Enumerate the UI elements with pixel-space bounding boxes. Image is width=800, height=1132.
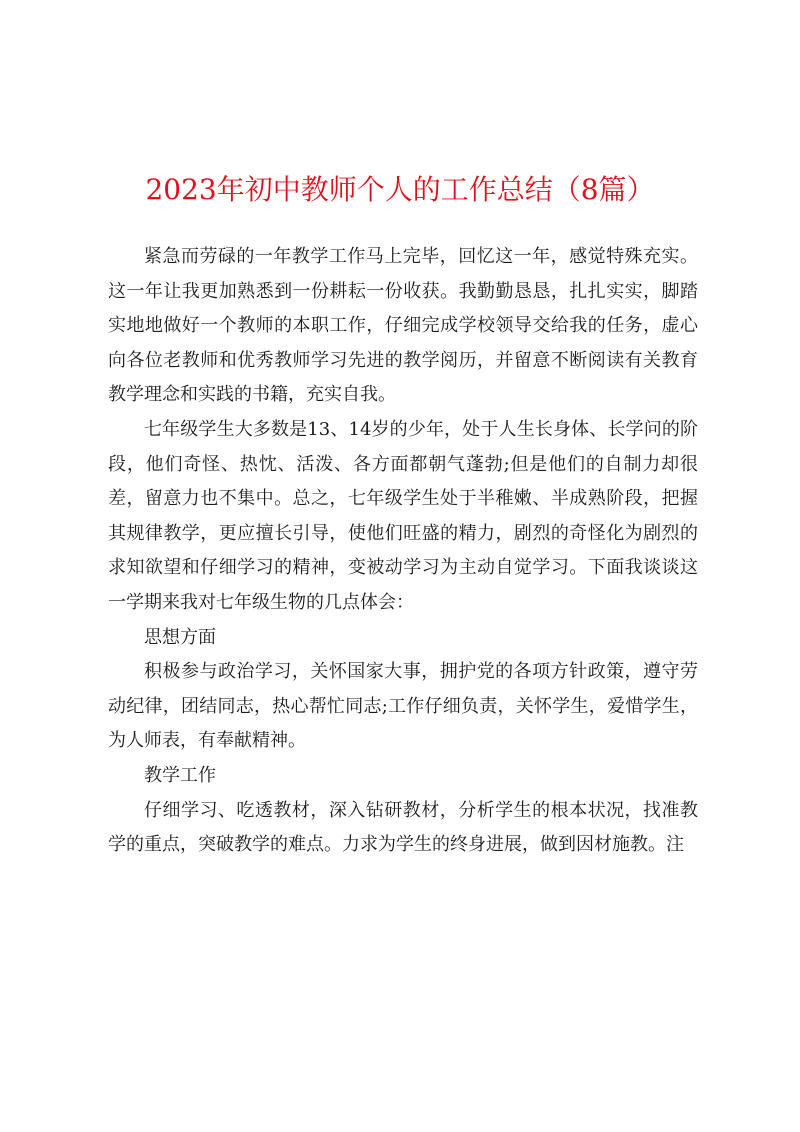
section-heading-teaching: 教学工作 bbox=[144, 764, 216, 786]
paragraph-intro: 紧急而劳碌的一年教学工作马上完毕，回忆这一年，感觉特殊充实。这一年让我更加熟悉到一份耕耘一份收获。我勤勤恳恳，扎扎实实，脚踏实地地做好一个教师的本职工作，仔细完成学校领导交给我的任务，虚心向各位老教师和优秀教师学习先进的教学阅历，并留意不断阅读有关教育教学理念和实践的书籍，充实自我。 bbox=[108, 246, 698, 406]
paragraph-students: 七年级学生大多数是13、14岁的少年，处于人生长身体、长学问的阶段，他们奇怪、热忱、活泼、各方面都朝气蓬勃;但是他们的自制力却很差，留意力也不集中。总之，七年级学生处于半稚嫩、半成熟阶段，把握其规律教学，更应擅长引导，使他们旺盛的精力，剧烈的奇怪化为剧烈的求知欲望和仔细学习的精神，变被动学习为主动自觉学习。下面我谈谈这一学期来我对七年级生物的几点体会： bbox=[108, 418, 698, 613]
document-title: 2023年初中教师个人的工作总结（8篇） bbox=[145, 173, 655, 206]
paragraph-teaching: 仔细学习、吃透教材，深入钻研教材，分析学生的根本状况，找准教学的重点，突破教学的难点。力求为学生的终身进展，做到因材施教。注 bbox=[108, 799, 698, 856]
paragraph-thought: 积极参与政治学习，关怀国家大事，拥护党的各项方针政策，遵守劳动纪律，团结同志，热心帮忙同志;工作仔细负责，关怀学生，爱惜学生，为人师表，有奉献精神。 bbox=[108, 661, 698, 752]
section-heading-thought: 思想方面 bbox=[144, 626, 216, 648]
document-body bbox=[108, 240, 698, 863]
